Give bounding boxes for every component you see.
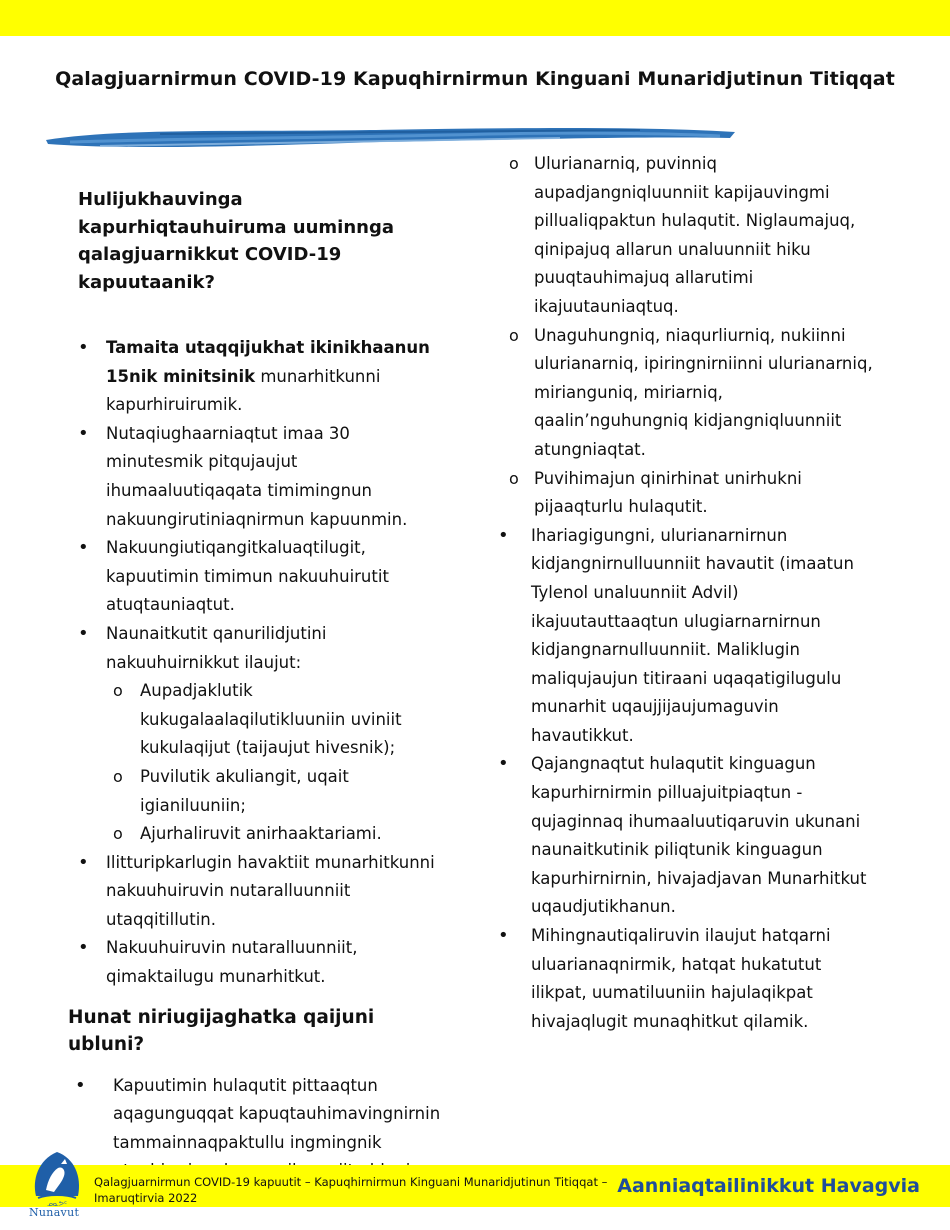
list-item [78, 620, 448, 849]
right-column [498, 150, 878, 1036]
sub-list-item: o Puvilutik akuliangit, uqait igianiluuniin; [106, 763, 448, 820]
after-vaccine-list [78, 334, 448, 992]
sub-list-item: o Ulurianarniq, puvinniq aupadjangniqluunniit kapijauvingmi pillualiqpaktun hulaqutit. Niglaumajuq, qinipajuq allarun unaluunniit hiku puuqtauhimajuq allarutimi ikajuutauniaqtuq. [504, 150, 878, 322]
list-item: • Mihingnautiqaliruvin ilaujut hatqarni uluarianaqnirmik, hatqat hukatutut ilikpat, uumatiluuniin hajulaqikpat hivajaqlugit munaqhitkut qilamik. [498, 922, 878, 1036]
footer-department-name: Aanniaqtailinikkut Havagvia [617, 1175, 920, 1197]
sub-list-item: o Puvihimajun qinirhinat unirhukni pijaaqturlu hulaqutit. [504, 465, 878, 522]
list-item-text: munarhitkunni kapurhiruirumik. [106, 366, 381, 415]
list-item-text: Nakuungiutiqangitkaluaqtilugit, kapuutimin timimun nakuuhuirutit atuqtauniaqtut. [106, 538, 389, 615]
list-item: • Kapuutimin hulaqutit pittaaqtun aqagunguqqat kapuqtauhimavingnirnin tammainnaqpaktullu ingmingnik [68, 1072, 448, 1186]
sub-list-item: o Unaguhungniq, niaqurliurniq, nukiinni ulurianarniq, ipiringnirniinni ulurianarniq, mirianguniq, miriarniq, qaalin’nguhungniq kidjangniqluunniit atungniaqtat. [504, 322, 878, 465]
top-yellow-band [0, 0, 950, 36]
advice-list [498, 522, 878, 1037]
list-item: • Nakuuhuiruvin nutaralluunniit, qimaktailugu munarhitkut. [78, 934, 448, 991]
list-item-text: Nutaqiughaarniaqtut imaa 30 minutesmik pitqujaujut ihumaaluutiqaqata timimingnun nakuungirutiniaqnirmun kapuunmin. [106, 423, 408, 529]
allergy-signs-sublist [106, 677, 448, 849]
nunavut-logo-icon [28, 1146, 86, 1208]
section-heading-next-days: Hunat niriugijaghatka qaijuni ubluni? [68, 1006, 375, 1055]
list-item: • Qajangnaqtut hulaqutit kinguagun kapurhirnirmin pilluajuitpiaqtun - qujaginnaq ihumaaluutiqaruvin ukunani naunaitkutinik piliqtunik kinguagun kapurhirnirnin, hivajadjavan Munarhitkut uqaudjutikhanun. [498, 750, 878, 922]
footer-document-info: Qalagjuarnirmun COVID-19 kapuutit – Kapuqhirnirmun Kinguani Munaridjutinun Titiqqat – Imaruqtirvia 2022 [94, 1175, 608, 1205]
side-effects-sublist [504, 150, 878, 522]
list-item: • Ilitturipkarlugin havaktiit munarhitkunni nakuuhuiruvin nutaralluunniit utaqqitillutin. [78, 849, 448, 935]
left-column [68, 186, 448, 1186]
list-item-text: Naunaitkutit qanurilidjutini nakuuhuirnikkut ilaujut: [106, 623, 327, 672]
sub-list-item: o Ajurhaliruvit anirhaaktariami. [106, 820, 448, 849]
bold-text: Tamaita utaqqijukhat ikinikhaanun 15nik minitsinik [106, 338, 430, 386]
list-item [78, 334, 448, 420]
list-item [78, 420, 448, 534]
sub-list-item: o Aupadjaklutik kukugalaalaqilutikluuniin uviniit kukulaqijut (taijaujut hivesnik); [106, 677, 448, 763]
section-heading-after-vaccine: Hulijukhauvinga kapurhiqtauhuiruma uuminnga qalagjuarnikkut COVID-19 kapuutaanik? [78, 189, 395, 293]
page-title: Qalagjuarnirmun COVID-19 Kapuqhirnirmun Kinguani Munaridjutinun Titiqqat [55, 68, 895, 90]
list-item: • Ihariagigungni, ulurianarnirnun kidjangnirnulluunniit havautit (imaatun Tylenol unaluunniit Advil) ikajuutauttaaqtun ulugiarnarnirnun kidjangnarnulluunniit. Maliklugin maliqujaujun titiraani uqaqatigilugulu munarhit uqaujjijaujumaguvin havautikkut. [498, 522, 878, 751]
logo-syllabics: ᓄᓇᕗᑦ [46, 1200, 68, 1208]
logo-wordmark: Nunavut [29, 1206, 80, 1219]
list-item [78, 534, 448, 620]
